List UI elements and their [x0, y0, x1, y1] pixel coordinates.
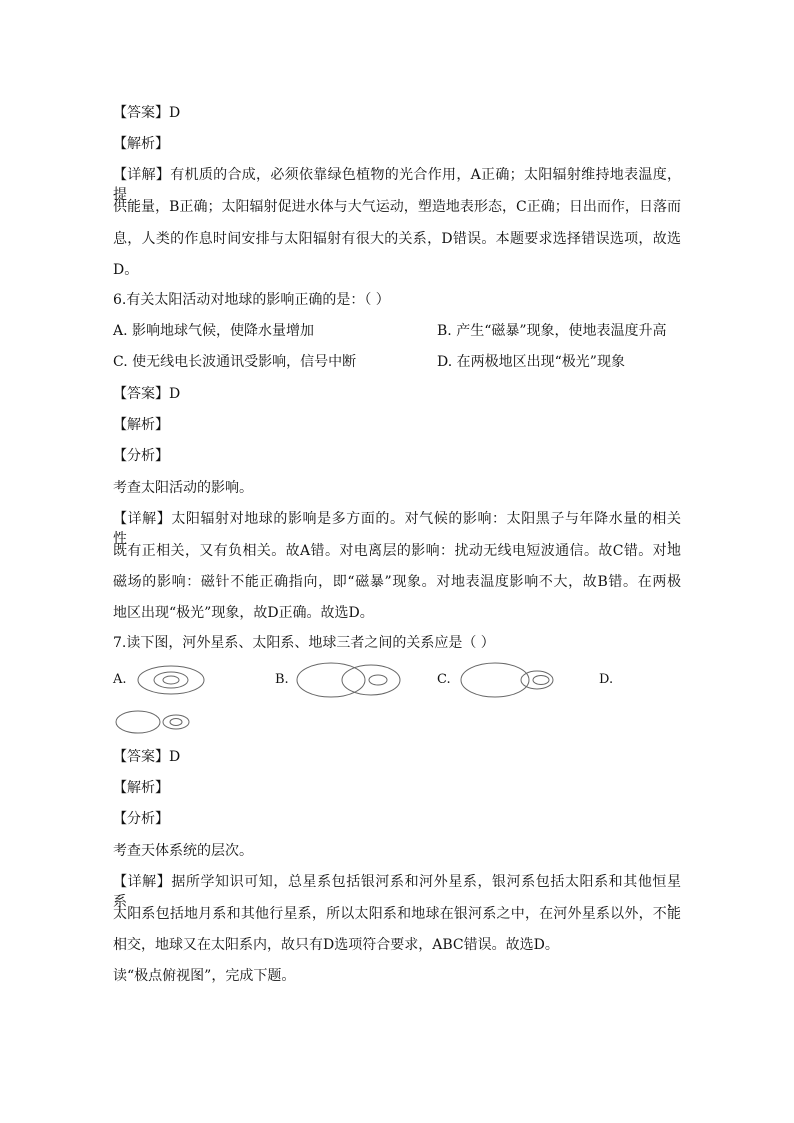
q7-option-b-letter: B. [275, 672, 289, 687]
inner-ellipse [163, 676, 179, 684]
q6-fenxi-heading: 【分析】 [113, 448, 169, 464]
medium-ellipse [521, 671, 553, 689]
q7-option-c-letter: C. [437, 672, 451, 687]
q6-option-c: C. 使无线电长波通讯受影响，信号中断 [113, 354, 357, 370]
medium-ellipse [342, 665, 400, 695]
next-question-intro: 读“极点俯视图”，完成下题。 [113, 968, 296, 984]
q6-stem: 6.有关太阳活动对地球的影响正确的是：（ ） [113, 292, 390, 308]
large-ellipse [297, 663, 365, 697]
q7-stem: 7.读下图，河外星系、太阳系、地球三者之间的关系应是（ ） [113, 635, 495, 651]
q6-option-a: A. 影响地球气候，使降水量增加 [113, 323, 315, 339]
q7-analysis-heading: 【解析】 [113, 780, 169, 796]
q7-option-b-diagram [296, 661, 406, 699]
q6-kaocha: 考查太阳活动的影响。 [113, 480, 253, 496]
q5-detail-line-4: D。 [113, 262, 139, 278]
q7-option-d-diagram [114, 708, 194, 736]
large-ellipse [461, 663, 529, 697]
q6-detail-line-3: 磁场的影响：磁针不能正确指向，即“磁暴”现象。对地表温度影响不大，故B错。在两极 [113, 574, 681, 590]
q5-detail-line-3: 息，人类的作息时间安排与太阳辐射有很大的关系，D错误。本题要求选择错误选项，故选 [113, 231, 681, 247]
q6-detail-line-2: 既有正相关，又有负相关。故A错。对电离层的影响：扰动无线电短波通信。故C错。对地 [113, 543, 681, 559]
q6-option-b: B. 产生“磁暴”现象，使地表温度升高 [437, 323, 667, 339]
q6-detail-line-1: 【详解】太阳辐射对地球的影响是多方面的。对气候的影响：太阳黑子与年降水量的相关性， [113, 511, 681, 547]
outer-ellipse [138, 666, 204, 694]
q5-answer: 【答案】D [113, 105, 181, 121]
q7-detail-line-1: 【详解】据所学知识可知，总星系包括银河系和河外星系，银河系包括太阳系和其他恒星系， [113, 874, 681, 910]
q5-detail-line-2: 供能量，B正确；太阳辐射促进水体与大气运动，塑造地表形态，C正确；日出而作，日落而 [113, 199, 681, 215]
q5-analysis-heading: 【解析】 [113, 136, 169, 152]
q7-answer: 【答案】D [113, 749, 181, 765]
middle-ellipse [154, 672, 188, 688]
q7-option-a-letter: A. [113, 672, 127, 687]
q6-detail-line-4: 地区出现“极光”现象，故D正确。故选D。 [113, 605, 374, 621]
large-ellipse [116, 711, 160, 733]
q7-detail-line-2: 太阳系包括地月系和其他行星系，所以太阳系和地球在银河系之中，在河外星系以外，不能 [113, 906, 681, 922]
small-ellipse [533, 676, 549, 685]
q7-kaocha: 考查天体系统的层次。 [113, 843, 253, 859]
q7-detail-line-3: 相交，地球又在太阳系内，故只有D选项符合要求，ABC错误。故选D。 [113, 937, 559, 953]
q6-answer: 【答案】D [113, 386, 181, 402]
small-ellipse [369, 675, 387, 685]
q7-option-d-letter: D. [599, 672, 614, 687]
q6-option-d: D. 在两极地区出现“极光”现象 [437, 354, 625, 370]
q7-fenxi-heading: 【分析】 [113, 811, 169, 827]
q6-analysis-heading: 【解析】 [113, 417, 169, 433]
q5-detail-line-1: 【详解】有机质的合成，必须依靠绿色植物的光合作用，A正确；太阳辐射维持地表温度，提 [113, 167, 681, 203]
q7-option-a-diagram [136, 664, 206, 696]
medium-ellipse [163, 715, 189, 729]
small-ellipse [170, 719, 182, 726]
q7-option-c-diagram [460, 661, 560, 699]
